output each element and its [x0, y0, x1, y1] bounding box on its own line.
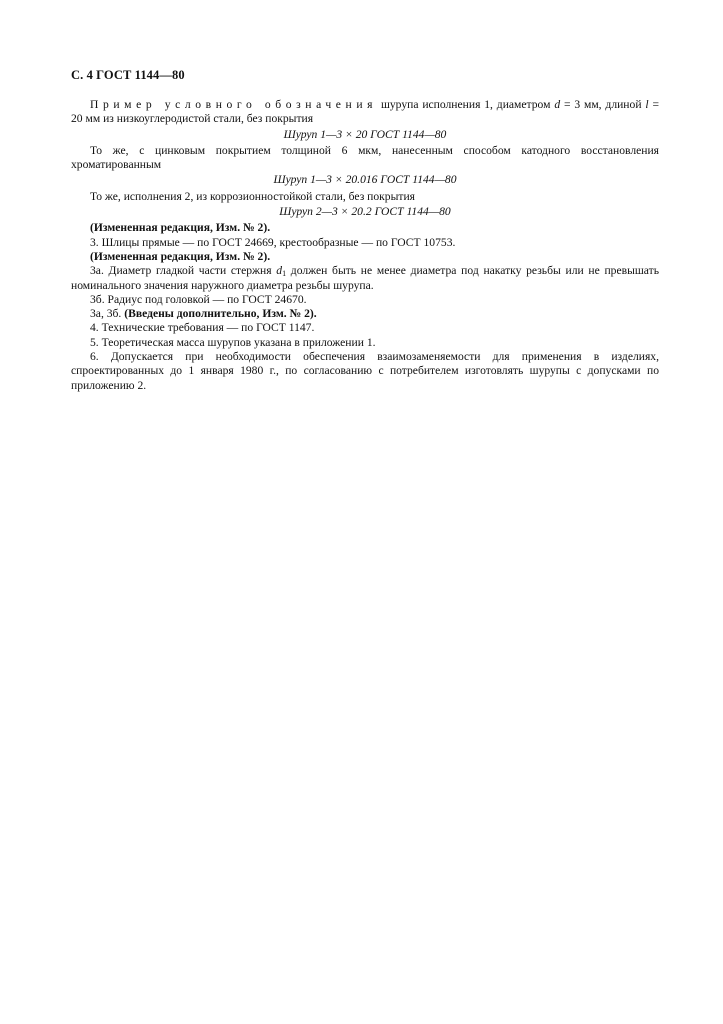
- amendment-note-2: (Измененная редакция, Изм. № 2).: [90, 249, 271, 263]
- example-paragraph: [71, 98, 659, 127]
- page-header: С. 4 ГОСТ 1144—80: [71, 68, 185, 82]
- item-3a: [71, 264, 659, 293]
- item-3b: 3б. Радиус под головкой — по ГОСТ 24670.: [90, 292, 307, 306]
- designation-formula-2: Шуруп 1—3 × 20.016 ГОСТ 1144—80: [273, 173, 457, 187]
- amendment-note-1: (Измененная редакция, Изм. № 2).: [90, 221, 271, 235]
- item-5: 5. Теоретическая масса шурупов указана в приложении 1.: [90, 335, 376, 349]
- example-lead: шурупа исполнения 1, диаметром: [377, 98, 555, 111]
- item-4: 4. Технические требования — по ГОСТ 1147.: [90, 321, 315, 335]
- item-3a-post: должен быть не менее диаметра под накатку резьбы или не превышать номинального значения наружного диаметра резьбы шурупа.: [71, 264, 659, 292]
- item-6: 6. Допускается при необходимости обеспечения взаимозаменяемости для применения в изделиях, спроектированных до 1 января 1980 г., по согласованию с потребителем изготовлять шурупы с допусками по приложению 2.: [71, 350, 659, 392]
- zinc-coating-paragraph: То же, с цинковым покрытием толщиной 6 мкм, нанесенным способом катодного восстановления хроматированным: [71, 143, 659, 172]
- diameter-symbol: d: [554, 98, 561, 111]
- item-3ab-note: (Введены дополнительно, Изм. № 2).: [124, 307, 317, 321]
- designation-formula-1: Шуруп 1—3 × 20 ГОСТ 1144—80: [283, 127, 447, 141]
- length-value: = 20 мм из низкоуглеродистой стали, без покрытия: [71, 98, 659, 126]
- designation-formula-3: Шуруп 2—3 × 20.2 ГОСТ 1144—80: [279, 205, 451, 219]
- item-3: 3. Шлицы прямые — по ГОСТ 24669, крестообразные — по ГОСТ 10753.: [90, 235, 456, 249]
- item-3ab-prefix: 3а, 3б.: [90, 307, 125, 321]
- d1-symbol: d: [276, 264, 283, 278]
- item-3a-pre: 3а. Диаметр гладкой части стержня: [90, 264, 277, 278]
- d1-subscript: 1: [282, 269, 287, 279]
- item-3ab: [71, 307, 659, 321]
- version2-paragraph: То же, исполнения 2, из коррозионностойкой стали, без покрытия: [90, 189, 415, 203]
- document-body: [71, 98, 659, 393]
- diameter-value: = 3 мм, длиной: [560, 98, 646, 111]
- length-symbol: l: [645, 98, 649, 111]
- example-heading: Пример условного обозначения: [90, 98, 378, 111]
